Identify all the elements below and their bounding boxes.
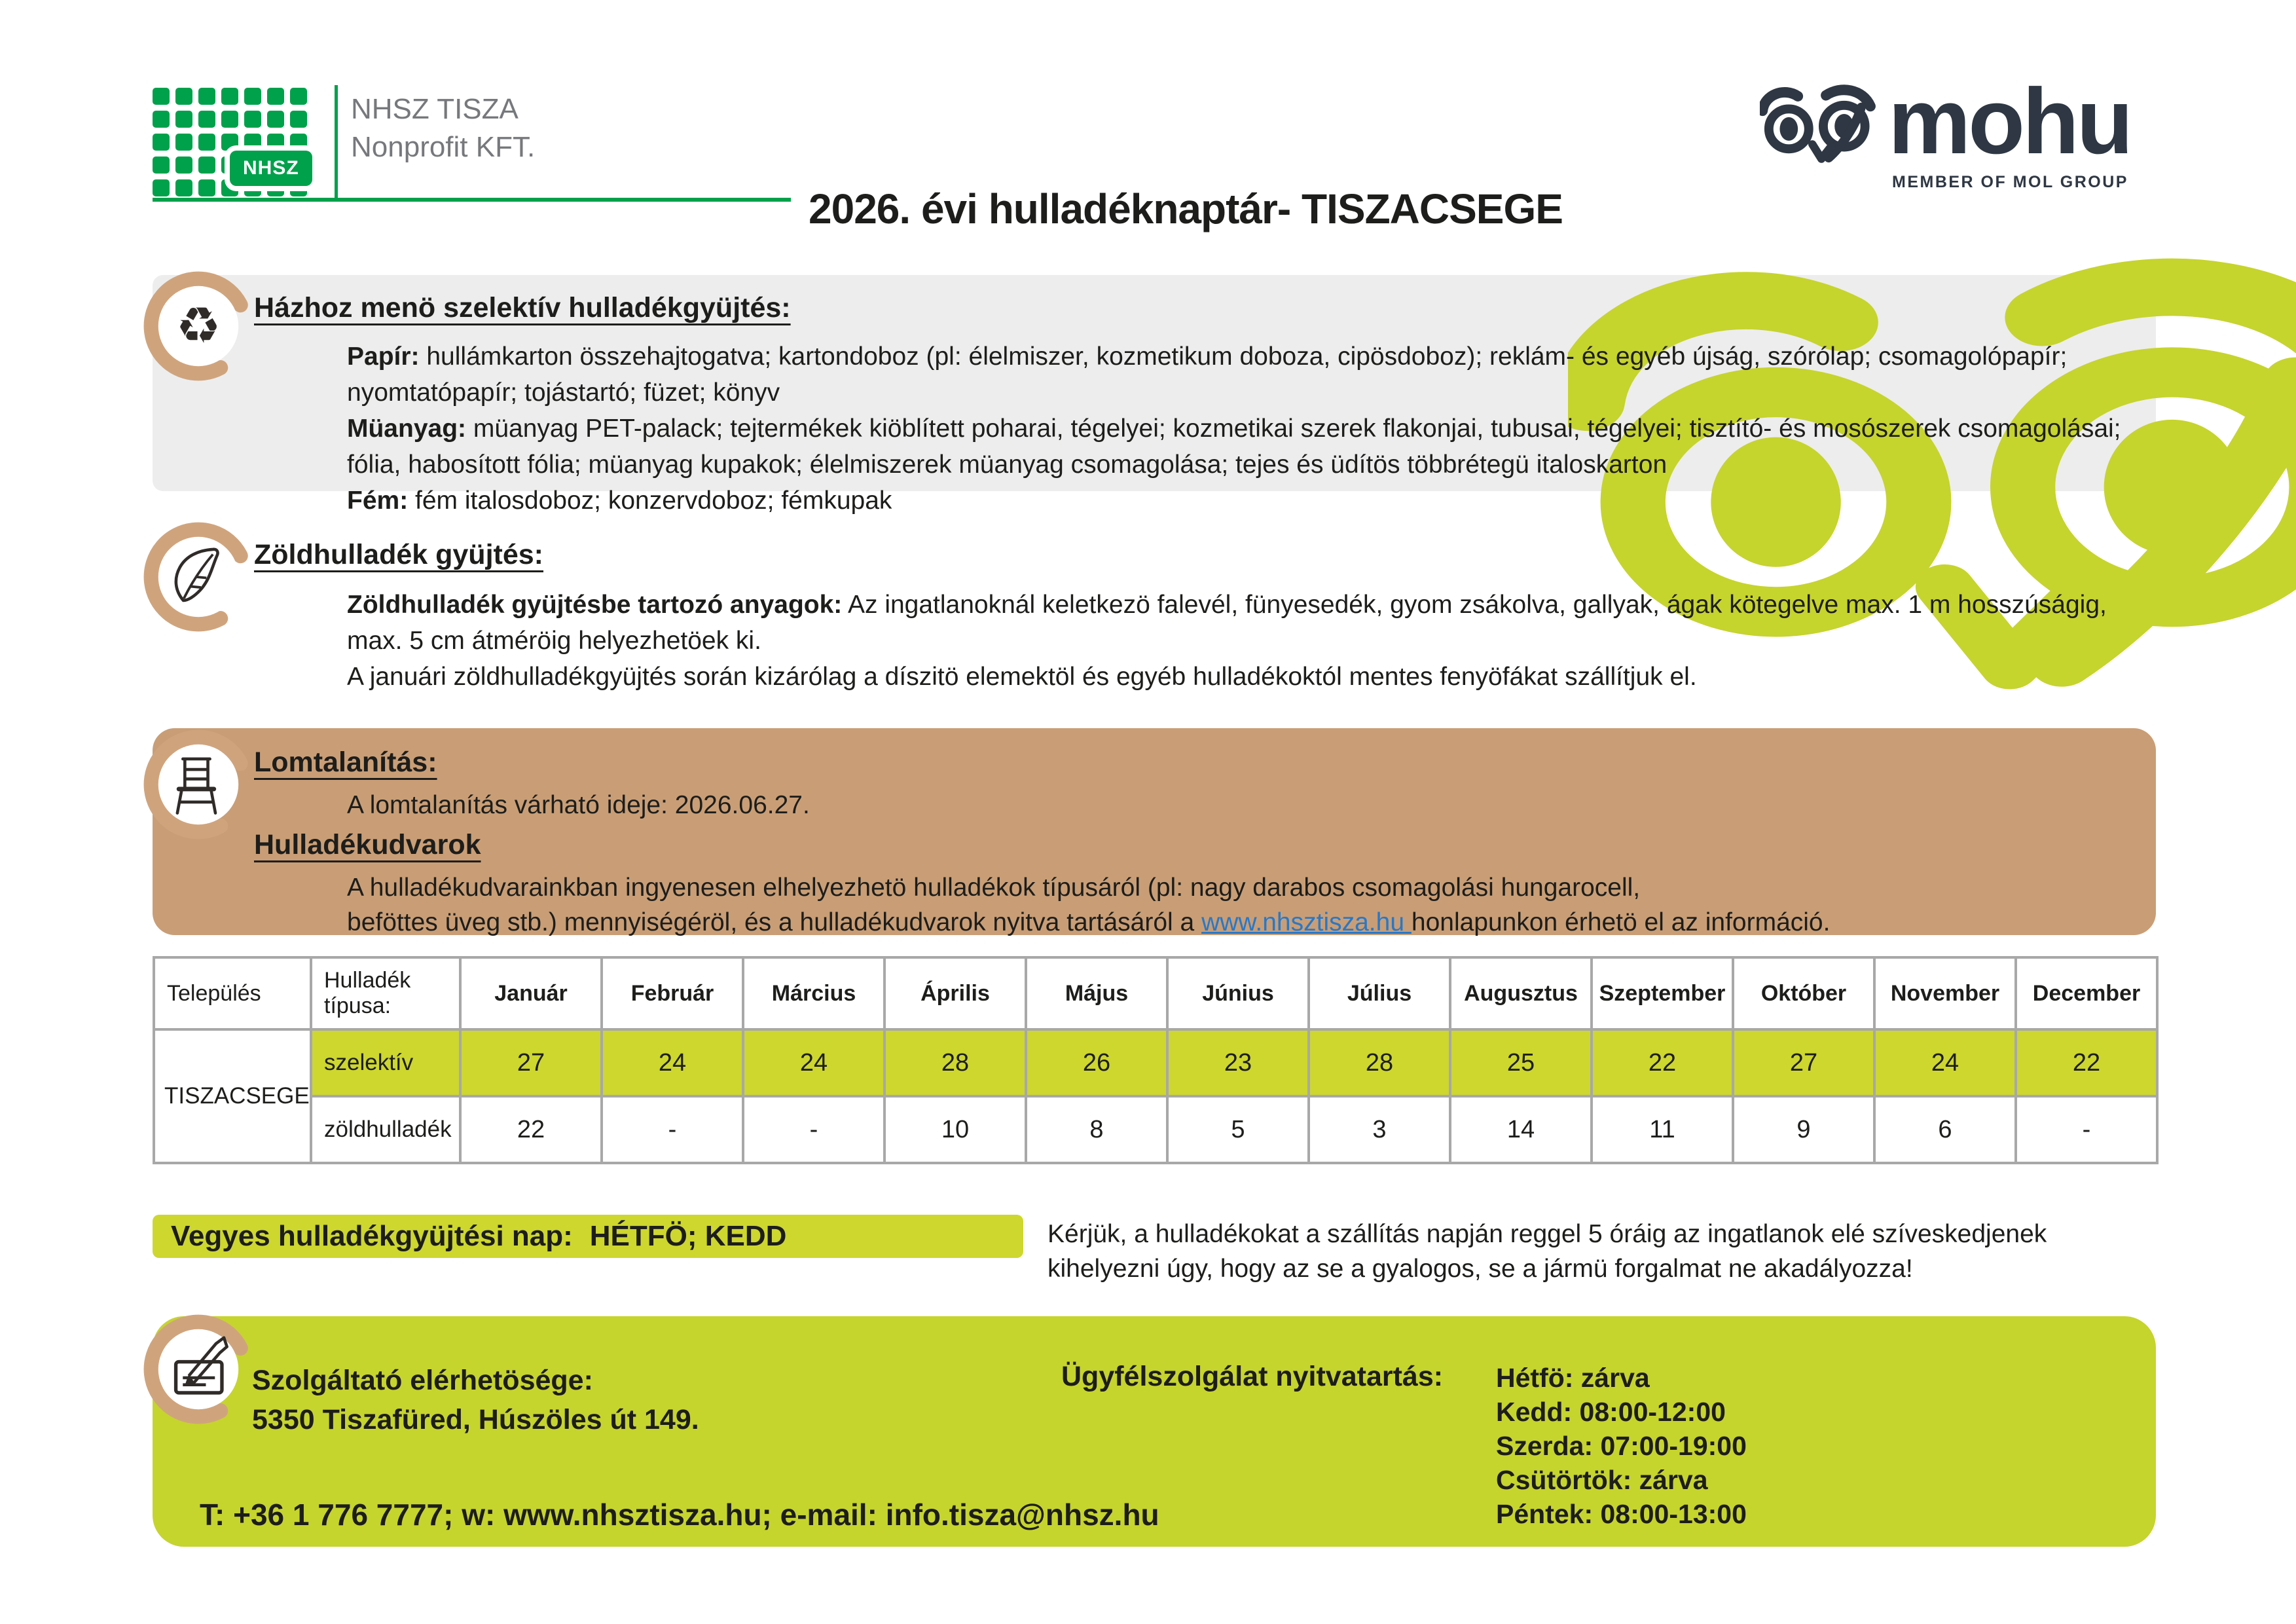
- month-header: Február: [602, 957, 743, 1029]
- hours-tuesday: Kedd: 08:00-12:00: [1496, 1397, 1726, 1427]
- selective-date-cell: 25: [1450, 1029, 1592, 1096]
- pen-note-icon: [141, 1312, 256, 1427]
- greenwaste-heading: Zöldhulladék gyüjtés:: [254, 539, 543, 570]
- hours-thursday: Csütörtök: zárva: [1496, 1465, 1708, 1495]
- selective-date-cell: 26: [1026, 1029, 1167, 1096]
- provider-address: 5350 Tiszafüred, Húszöles út 149.: [252, 1404, 699, 1435]
- greenwaste-date-cell: 5: [1167, 1096, 1309, 1163]
- mohu-logo: [1760, 69, 2166, 202]
- greenwaste-date-cell: 22: [460, 1096, 602, 1163]
- greenwaste-date-cell: 14: [1450, 1096, 1592, 1163]
- nhsztisza-link[interactable]: www.nhsztisza.hu: [1201, 908, 1412, 936]
- contact-line: T: +36 1 776 7777; w: www.nhsztisza.hu; e-mail: info.tisza@nhsz.hu: [200, 1498, 1159, 1532]
- month-header: Június: [1167, 957, 1309, 1029]
- month-header: Augusztus: [1450, 957, 1592, 1029]
- wasteyard-line2-post: honlapunkon érhetö el az információ.: [1411, 908, 1831, 936]
- green-rule: [153, 198, 791, 202]
- recycle-icon: [141, 268, 256, 384]
- selective-date-cell: 22: [2016, 1029, 2157, 1096]
- greenwaste-section: [254, 539, 2140, 695]
- settlement-cell: TISZACSEGE: [154, 1029, 311, 1163]
- nhsz-badge: NHSZ: [230, 151, 312, 186]
- month-header: Szeptember: [1592, 957, 1733, 1029]
- logo-divider: [335, 85, 338, 198]
- selective-metal-item: [347, 483, 2140, 519]
- plastic-text: müanyag PET-palack; tejtermékek kiöblített poharai, tégelyei; kozmetikai szerek flakonjai, tubusai, tégelyei; tisztító- és mosószerek csomagolásai; fólia, habosított fólia; müanyag kupakok; élelmiszerek müanyag csomagolása; tejes és üdítös többrétegü italoskarton: [347, 415, 2121, 479]
- bulky-heading: Lomtalanítás:: [254, 747, 437, 778]
- page-title: 2026. évi hulladéknaptár- TISZACSEGE: [809, 185, 1563, 232]
- selective-date-cell: 24: [743, 1029, 884, 1096]
- provider-contact-block: [252, 1361, 699, 1439]
- hours-friday: Péntek: 08:00-13:00: [1496, 1499, 1747, 1529]
- nhsz-logo-line1: NHSZ TISZA: [351, 93, 519, 125]
- selective-plastic-item: [347, 411, 2140, 483]
- month-header: Január: [460, 957, 602, 1029]
- col-header-wastetype: Hulladék típusa:: [311, 957, 460, 1029]
- month-header: Május: [1026, 957, 1167, 1029]
- owl-icon: [1760, 83, 1878, 169]
- paper-text: hullámkarton összehajtogatva; kartondoboz (pl: élelmiszer, kozmetikum doboza, cipösdoboz); reklám- és egyéb újság, szórólap; csomagolópapír; nyomtatópapír; tojástartó; füzet; könyv: [347, 342, 2068, 407]
- hours-list: [1496, 1361, 1747, 1531]
- greenwaste-date-cell: 10: [884, 1096, 1026, 1163]
- selective-date-cell: 28: [884, 1029, 1026, 1096]
- mixed-day-label: Vegyes hulladékgyüjtési nap:: [171, 1220, 573, 1252]
- provider-heading: Szolgáltató elérhetösége:: [252, 1365, 593, 1396]
- selective-date-cell: 24: [602, 1029, 743, 1096]
- mixed-collection-day-bar: [153, 1215, 1023, 1258]
- greenwaste-lead-text: Az ingatlanoknál keletkezö falevél, fünyesedék, gyom zsákolva, gallyak, ágak kötegelve max. 1 m hosszúságig, max. 5 cm átméröig helyezhetöek ki.: [347, 591, 2107, 655]
- greenwaste-date-cell: 9: [1733, 1096, 1874, 1163]
- bulky-date-line: A lomtalanítás várható ideje: 2026.06.27.: [347, 791, 810, 819]
- hours-monday: Hétfö: zárva: [1496, 1363, 1650, 1393]
- nhsz-logo-text: [351, 90, 535, 166]
- greenwaste-date-cell: -: [602, 1096, 743, 1163]
- wasteyard-heading: Hulladékudvarok: [254, 829, 481, 860]
- selective-row-label: szelektív: [311, 1029, 460, 1096]
- oak-leaf-icon: [141, 519, 256, 635]
- greenwaste-date-cell: 6: [1874, 1096, 2016, 1163]
- month-header: Március: [743, 957, 884, 1029]
- greenwaste-lead: [347, 587, 2140, 659]
- nhsz-logo-line2: Nonprofit KFT.: [351, 131, 536, 163]
- mixed-day-value: HÉTFÖ; KEDD: [589, 1220, 787, 1252]
- selective-section: [254, 292, 2140, 519]
- greenwaste-date-cell: 8: [1026, 1096, 1167, 1163]
- svg-text:♻: ♻: [175, 297, 221, 356]
- wasteyard-line2: [347, 905, 2140, 940]
- selective-date-cell: 28: [1309, 1029, 1450, 1096]
- mohu-tagline: MEMBER OF MOL GROUP: [1892, 173, 2128, 191]
- selective-paper-item: [347, 339, 2140, 411]
- hours-heading: Ügyfélszolgálat nyitvatartás:: [1061, 1361, 1444, 1392]
- selective-date-cell: 23: [1167, 1029, 1309, 1096]
- greenwaste-date-cell: -: [743, 1096, 884, 1163]
- selective-date-cell: 24: [1874, 1029, 2016, 1096]
- month-header: Július: [1309, 957, 1450, 1029]
- selective-date-cell: 22: [1592, 1029, 1733, 1096]
- selective-row: [154, 1029, 2157, 1096]
- selective-date-cell: 27: [460, 1029, 602, 1096]
- month-header: November: [1874, 957, 2016, 1029]
- selective-date-cell: 27: [1733, 1029, 1874, 1096]
- hours-wednesday: Szerda: 07:00-19:00: [1496, 1431, 1747, 1461]
- nhsz-logo: [153, 73, 794, 201]
- greenwaste-date-cell: 11: [1592, 1096, 1733, 1163]
- metal-text: fém italosdoboz; konzervdoboz; fémkupak: [408, 487, 892, 515]
- footer-box: [153, 1316, 2156, 1547]
- greenwaste-row: [154, 1096, 2157, 1163]
- bulky-section: [254, 747, 2140, 940]
- month-header: Április: [884, 957, 1026, 1029]
- collection-calendar: [153, 956, 2159, 1164]
- metal-label: Fém:: [347, 487, 409, 515]
- greenwaste-date-cell: 3: [1309, 1096, 1450, 1163]
- greenwaste-lead-label: Zöldhulladék gyüjtésbe tartozó anyagok:: [347, 591, 843, 619]
- selective-heading: Házhoz menö szelektív hulladékgyüjtés:: [254, 292, 791, 323]
- wasteyard-line2-pre: beföttes üveg stb.) mennyiségéröl, és a hulladékudvarok nyitva tartásáról a: [347, 908, 1202, 936]
- greenwaste-row-label: zöldhulladék: [311, 1096, 460, 1163]
- greenwaste-date-cell: -: [2016, 1096, 2157, 1163]
- plastic-label: Müanyag:: [347, 415, 467, 443]
- month-header: Október: [1733, 957, 1874, 1029]
- mohu-wordmark: mohu: [1888, 69, 2131, 174]
- wasteyard-line1: A hulladékudvarainkban ingyenesen elhelyezhetö hulladékok típusáról (pl: nagy darabos csomagolási hungarocell,: [347, 874, 1641, 902]
- col-header-settlement: Település: [154, 957, 311, 1029]
- chair-icon: [141, 727, 256, 842]
- greenwaste-note: A januári zöldhulladékgyüjtés során kizárólag a díszitö elemektöl és egyéb hulladékoktól mentes fenyöfákat szállítjuk el.: [347, 663, 1697, 691]
- placement-notice: Kérjük, a hulladékokat a szállítás napján reggel 5 óráig az ingatlanok elé szíveskedjenek kihelyezni úgy, hogy az se a gyalogos, se a jármü forgalmat ne akadályozza!: [1048, 1220, 2047, 1283]
- paper-label: Papír:: [347, 342, 420, 371]
- month-header: December: [2016, 957, 2157, 1029]
